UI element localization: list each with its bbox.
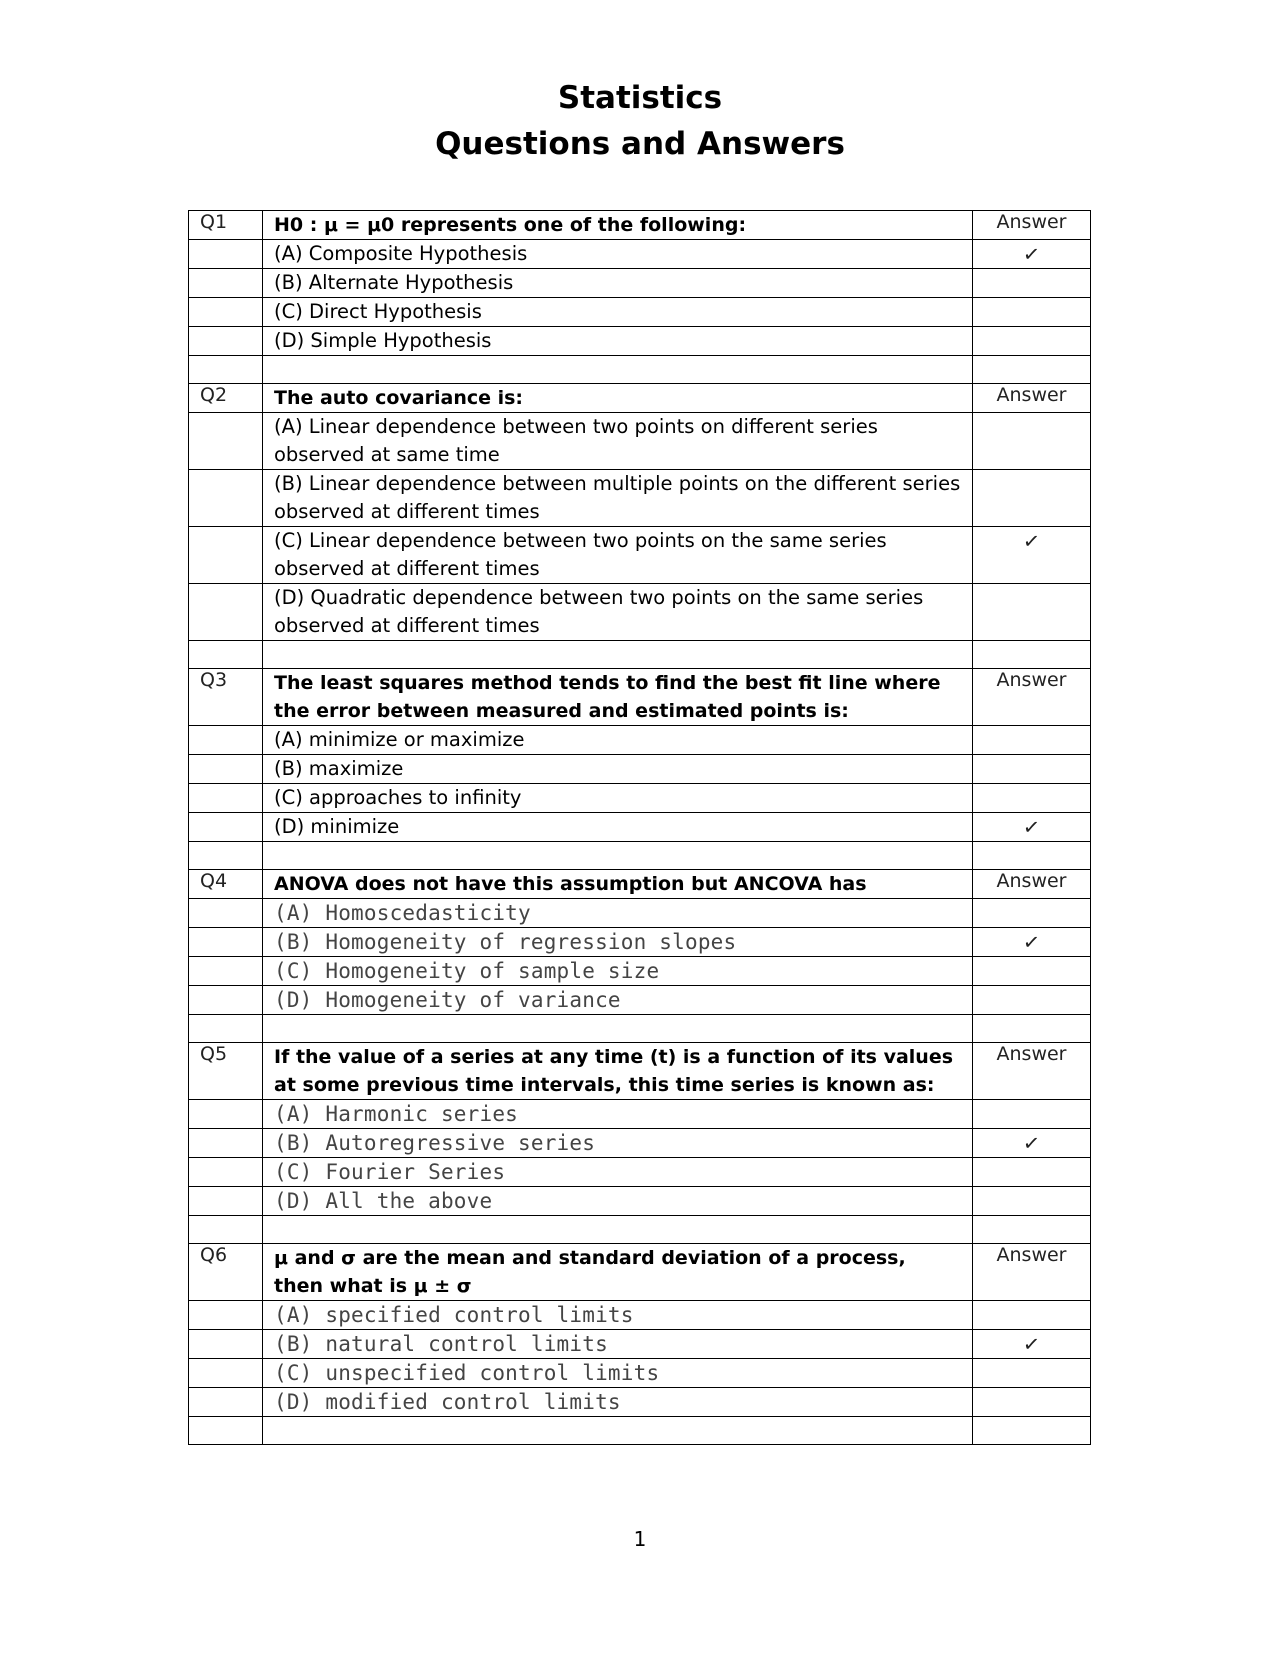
option-text: (B) Linear dependence between multiple points on the different series observed at different times (263, 470, 973, 527)
answer-cell (973, 1100, 1091, 1129)
option-row (189, 1388, 1091, 1417)
subtitle: Questions and Answers (435, 126, 845, 162)
question-number: Q5 (189, 1043, 263, 1100)
option-row (189, 1100, 1091, 1129)
answer-cell (973, 986, 1091, 1015)
spacer-row (189, 1015, 1091, 1043)
spacer-row (189, 842, 1091, 870)
option-text: (A) minimize or maximize (263, 726, 973, 755)
answer-cell (973, 584, 1091, 641)
option-row (189, 1301, 1091, 1330)
option-row (189, 726, 1091, 755)
option-text: (A) Harmonic series (263, 1100, 973, 1129)
page-number: 1 (633, 1527, 647, 1551)
check-icon: ✓ (1021, 929, 1042, 955)
option-text: (C) Fourier Series (263, 1158, 973, 1187)
answer-header: Answer (973, 1244, 1091, 1301)
question-row (189, 1244, 1091, 1301)
answer-cell (973, 726, 1091, 755)
spacer-row (189, 356, 1091, 384)
answer-header: Answer (973, 1043, 1091, 1100)
answer-cell (973, 928, 1091, 957)
answer-cell (973, 269, 1091, 298)
question-text: μ and σ are the mean and standard deviation of a process, then what is μ ± σ (263, 1244, 973, 1301)
option-row (189, 1359, 1091, 1388)
option-row (189, 327, 1091, 356)
option-text: (A) Composite Hypothesis (263, 240, 973, 269)
document-title (0, 75, 1280, 167)
answer-header: Answer (973, 211, 1091, 240)
option-text: (D) modified control limits (263, 1388, 973, 1417)
option-row (189, 1158, 1091, 1187)
check-icon: ✓ (1021, 814, 1042, 840)
question-row (189, 1043, 1091, 1100)
check-icon: ✓ (1021, 1331, 1042, 1357)
option-row (189, 784, 1091, 813)
option-row (189, 470, 1091, 527)
option-row (189, 1129, 1091, 1158)
answer-cell (973, 1330, 1091, 1359)
question-text: The least squares method tends to find the best fit line where the error between measured and estimated points is: (263, 669, 973, 726)
option-text: (A) Homoscedasticity (263, 899, 973, 928)
option-text: (D) Simple Hypothesis (263, 327, 973, 356)
answer-cell (973, 527, 1091, 584)
question-row (189, 870, 1091, 899)
answer-cell (973, 813, 1091, 842)
option-row (189, 928, 1091, 957)
option-text: (B) Autoregressive series (263, 1129, 973, 1158)
option-row (189, 527, 1091, 584)
answer-cell (973, 957, 1091, 986)
option-row (189, 240, 1091, 269)
option-text: (C) Linear dependence between two points on the same series observed at different times (263, 527, 973, 584)
answer-header: Answer (973, 384, 1091, 413)
question-text: ANOVA does not have this assumption but ANCOVA has (263, 870, 973, 899)
answer-header: Answer (973, 669, 1091, 726)
option-row (189, 413, 1091, 470)
answer-header: Answer (973, 870, 1091, 899)
option-row (189, 986, 1091, 1015)
answer-cell (973, 1129, 1091, 1158)
option-text: (B) Homogeneity of regression slopes (263, 928, 973, 957)
option-text: (D) Homogeneity of variance (263, 986, 973, 1015)
question-text: If the value of a series at any time (t) is a function of its values at some previous time intervals, this time series is known as: (263, 1043, 973, 1100)
answer-cell (973, 1158, 1091, 1187)
option-row (189, 1187, 1091, 1216)
option-row (189, 269, 1091, 298)
option-row (189, 755, 1091, 784)
option-row (189, 957, 1091, 986)
question-row (189, 211, 1091, 240)
option-text: (B) maximize (263, 755, 973, 784)
option-text: (B) Alternate Hypothesis (263, 269, 973, 298)
answer-cell (973, 298, 1091, 327)
question-row (189, 384, 1091, 413)
question-text: H0 : μ = μ0 represents one of the following: (263, 211, 973, 240)
option-row (189, 813, 1091, 842)
answer-cell (973, 1359, 1091, 1388)
option-text: (C) approaches to infinity (263, 784, 973, 813)
check-icon: ✓ (1021, 1130, 1042, 1156)
spacer-row (189, 1216, 1091, 1244)
question-text: The auto covariance is: (263, 384, 973, 413)
option-text: (D) Quadratic dependence between two points on the same series observed at different times (263, 584, 973, 641)
answer-cell (973, 470, 1091, 527)
spacer-row (189, 1417, 1091, 1445)
answer-cell (973, 1187, 1091, 1216)
option-row (189, 1330, 1091, 1359)
answer-cell (973, 755, 1091, 784)
option-text: (A) Linear dependence between two points on different series observed at same time (263, 413, 973, 470)
option-text: (A) specified control limits (263, 1301, 973, 1330)
option-text: (C) unspecified control limits (263, 1359, 973, 1388)
spacer-row (189, 641, 1091, 669)
check-icon: ✓ (1021, 528, 1042, 554)
question-number: Q6 (189, 1244, 263, 1301)
option-row (189, 584, 1091, 641)
check-icon: ✓ (1021, 241, 1042, 267)
option-row (189, 899, 1091, 928)
option-text: (B) natural control limits (263, 1330, 973, 1359)
answer-cell (973, 899, 1091, 928)
qa-table (188, 210, 1091, 1445)
question-number: Q4 (189, 870, 263, 899)
answer-cell (973, 1301, 1091, 1330)
answer-cell (973, 784, 1091, 813)
answer-cell (973, 413, 1091, 470)
option-row (189, 298, 1091, 327)
question-number: Q2 (189, 384, 263, 413)
answer-cell (973, 1388, 1091, 1417)
question-number: Q1 (189, 211, 263, 240)
title: Statistics (557, 80, 723, 116)
answer-cell (973, 327, 1091, 356)
question-row (189, 669, 1091, 726)
answer-cell (973, 240, 1091, 269)
option-text: (C) Homogeneity of sample size (263, 957, 973, 986)
question-number: Q3 (189, 669, 263, 726)
option-text: (D) All the above (263, 1187, 973, 1216)
option-text: (D) minimize (263, 813, 973, 842)
option-text: (C) Direct Hypothesis (263, 298, 973, 327)
